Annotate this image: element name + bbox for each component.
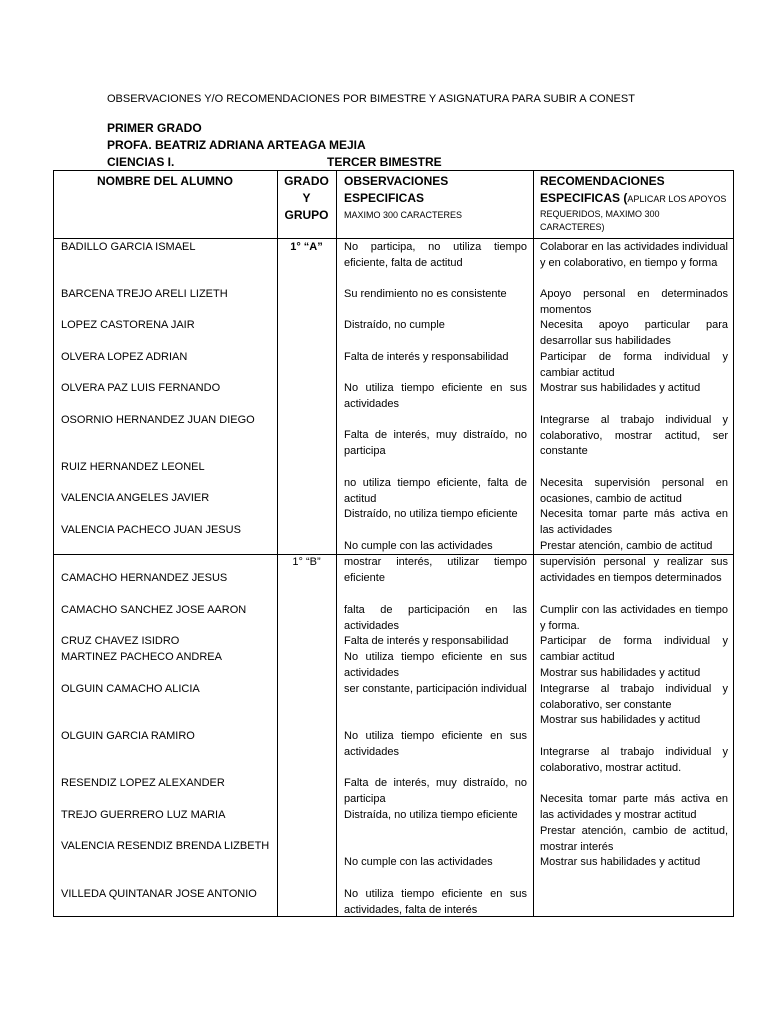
recommendation: Prestar atención, cambio de actitud, mostrar interés (540, 825, 728, 853)
header-grade-line: GRADO (284, 174, 329, 188)
student-name: LOPEZ CASTORENA JAIR (61, 319, 195, 331)
observation: No utiliza tiempo eficiente en sus actividades (344, 651, 527, 679)
observation: No utiliza tiempo eficiente en sus actividades (344, 382, 527, 410)
recommendation: Integrarse al trabajo individual y colaborativo, ser constante (540, 683, 728, 711)
observation: no utiliza tiempo eficiente, falta de actitud (344, 477, 527, 505)
observation: Falta de interés y responsabilidad (344, 351, 509, 363)
header-recommendations (540, 173, 730, 234)
recommendation: Necesita tomar parte más activa en las actividades y mostrar actitud (540, 793, 728, 821)
header-rec-title: ESPECIFICAS ( (540, 191, 628, 205)
student-name: OLGUIN CAMACHO ALICIA (61, 683, 200, 695)
header-rec-note: APLICAR LOS APOYOS (627, 194, 727, 204)
recommendation: supervisión personal y realizar sus actividades en tiempos determinados (540, 556, 728, 584)
student-name: VALENCIA PACHECO JUAN JESUS (61, 524, 241, 536)
observation: No cumple con las actividades (344, 540, 493, 552)
header-observations-title: OBSERVACIONES ESPECIFICAS (344, 174, 449, 205)
student-name: OLVERA PAZ LUIS FERNANDO (61, 382, 221, 394)
student-name: VALENCIA RESENDIZ BRENDA LIZBETH (61, 840, 270, 852)
recommendation: Mostrar sus habilidades y actitud (540, 714, 701, 726)
student-name: OLGUIN GARCIA RAMIRO (61, 730, 195, 742)
observation: No utiliza tiempo eficiente en sus actividades (344, 730, 527, 758)
observation: falta de participación en las actividades (344, 604, 527, 632)
student-name: TREJO GUERRERO LUZ MARIA (61, 809, 226, 821)
observation: No cumple con las actividades (344, 856, 493, 868)
student-name: CAMACHO SANCHEZ JOSE AARON (61, 604, 247, 616)
header-observations-note: MAXIMO 300 CARACTERES (344, 210, 463, 220)
student-name: RUIZ HERNANDEZ LEONEL (61, 461, 205, 473)
recommendation: Apoyo personal en determinados momentos (540, 288, 728, 316)
recommendation: Participar de forma individual y cambiar actitud (540, 351, 728, 379)
teacher-line: PROFA. BEATRIZ ADRIANA ARTEAGA MEJIA (107, 138, 366, 152)
recommendation: Prestar atención, cambio de actitud (540, 540, 713, 552)
recommendation: Necesita supervisión personal en ocasiones, cambio de actitud (540, 477, 728, 505)
header-rec-line1: RECOMENDACIONES (540, 174, 665, 188)
observation: No participa, no utiliza tiempo eficiente, falta de actitud (344, 241, 527, 269)
recommendation: Mostrar sus habilidades y actitud (540, 667, 701, 679)
group-label: 1° “A” (290, 241, 323, 253)
header-grade-line: GRUPO (284, 208, 329, 222)
page-title: OBSERVACIONES Y/O RECOMENDACIONES POR BIMESTRE Y ASIGNATURA PARA SUBIR A CONEST (107, 93, 635, 105)
column-divider (277, 170, 278, 917)
recommendation: Mostrar sus habilidades y actitud (540, 382, 701, 394)
observation: Falta de interés, muy distraído, no participa (344, 777, 527, 805)
student-name: CRUZ CHAVEZ ISIDRO (61, 635, 180, 647)
observation: Su rendimiento no es consistente (344, 288, 507, 300)
observation: ser constante, participación individual (344, 683, 527, 695)
student-name: MARTINEZ PACHECO ANDREA (61, 651, 222, 663)
recommendation: Necesita apoyo particular para desarrollar sus habilidades (540, 319, 728, 347)
student-name: BARCENA TREJO ARELI LIZETH (61, 288, 228, 300)
observation: Distraído, no cumple (344, 319, 445, 331)
observation: Falta de interés, muy distraído, no participa (344, 429, 527, 457)
recommendation: Integrarse al trabajo individual y colaborativo, mostrar actitud, ser constante (540, 414, 728, 458)
period-label: TERCER BIMESTRE (327, 155, 442, 169)
student-name: VILLEDA QUINTANAR JOSE ANTONIO (61, 888, 257, 900)
student-name: RESENDIZ LOPEZ ALEXANDER (61, 777, 225, 789)
student-name: VALENCIA ANGELES JAVIER (61, 492, 210, 504)
recommendation: Participar de forma individual y cambiar actitud (540, 635, 728, 663)
observation: No utiliza tiempo eficiente en sus actividades, falta de interés (344, 888, 527, 916)
recommendation: Cumplir con las actividades en tiempo y forma. (540, 604, 728, 632)
group-label: 1° “B” (292, 556, 321, 568)
header-observations (344, 173, 530, 224)
observation: Falta de interés y responsabilidad (344, 635, 509, 647)
observation: Distraído, no utiliza tiempo eficiente (344, 508, 518, 520)
row-divider (53, 238, 734, 239)
student-name: OLVERA LOPEZ ADRIAN (61, 351, 188, 363)
header-rec-note3: CARACTERES) (540, 222, 605, 232)
header-name: NOMBRE DEL ALUMNO (97, 174, 233, 188)
observation: mostrar interés, utilizar tiempo eficiente (344, 556, 527, 584)
header-grade (277, 173, 336, 224)
student-name: OSORNIO HERNANDEZ JUAN DIEGO (61, 414, 255, 426)
grade-line: PRIMER GRADO (107, 121, 202, 135)
header-grade-line: Y (302, 191, 311, 205)
student-name: CAMACHO HERNANDEZ JESUS (61, 572, 228, 584)
recommendation: Necesita tomar parte más activa en las actividades (540, 508, 728, 536)
header-rec-note2: REQUERIDOS, MAXIMO 300 (540, 209, 660, 219)
student-name: BADILLO GARCIA ISMAEL (61, 241, 196, 253)
recommendation: Colaborar en las actividades individual y en colaborativo, en tiempo y forma (540, 241, 728, 269)
column-divider (336, 170, 337, 917)
recommendation: Integrarse al trabajo individual y colaborativo, mostrar actitud. (540, 746, 728, 774)
header-rec-line2 (540, 190, 730, 208)
observation: Distraída, no utiliza tiempo eficiente (344, 809, 518, 821)
subject-line: CIENCIAS I. (107, 155, 175, 169)
recommendation: Mostrar sus habilidades y actitud (540, 856, 701, 868)
column-divider (533, 170, 534, 917)
